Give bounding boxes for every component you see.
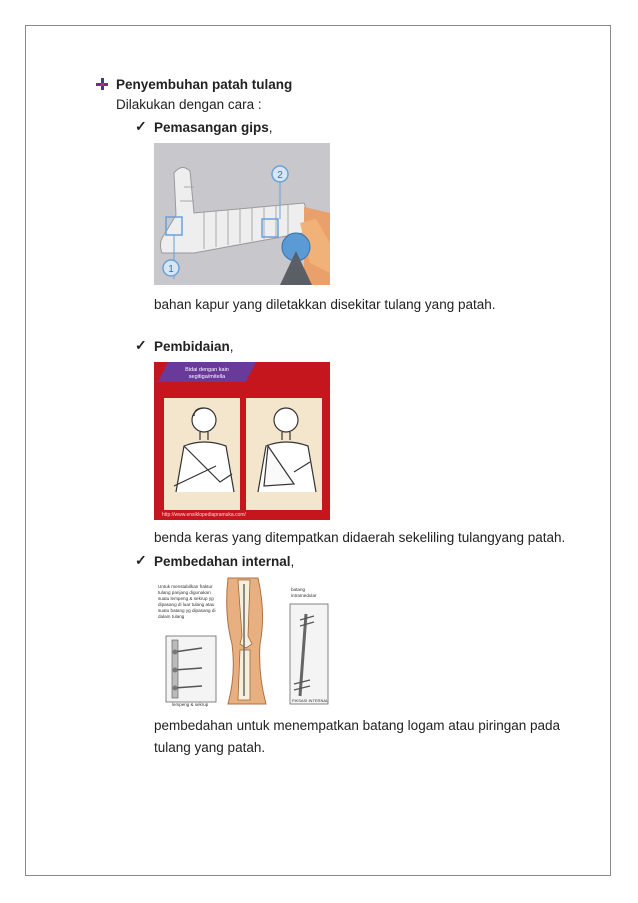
note-line: suatu lempeng & sekrup yg (158, 596, 214, 601)
source-url: http://www.ensiklopediapramuka.com/ (162, 512, 246, 518)
cast-illustration (154, 143, 330, 285)
item-description: benda keras yang ditempatkan didaerah sekeliling tulangyang patah. (154, 530, 566, 545)
callout-label-2: 2 (277, 170, 283, 181)
note-line: tulang panjang digunakan (158, 590, 211, 595)
intro-text: Dilakukan dengan cara : (116, 97, 262, 112)
checkmark-icon: ✓ (135, 552, 147, 568)
item-title-row (154, 553, 294, 570)
item-title: Pembedahan internal (154, 554, 291, 569)
item-description-line: tulang yang patah. (154, 740, 266, 755)
item-suffix: , (290, 554, 295, 569)
note-line: Untuk menstabilkan fraktur (158, 584, 213, 589)
item-title-row (154, 338, 234, 355)
plate-label: lempeng & sekrup (172, 702, 209, 707)
item-description-line: pembedahan untuk menempatkan batang logam atau piringan pada (154, 718, 561, 733)
item-suffix: , (268, 120, 273, 135)
item-suffix: , (229, 339, 234, 354)
banner-line: Bidai dengan kain (185, 367, 229, 373)
fixation-label: FIKSASI INTERNAL (292, 698, 329, 703)
internal-fixation-illustration (154, 574, 330, 708)
item-title: Pembidaian (154, 339, 230, 354)
checkmark-icon: ✓ (135, 337, 147, 353)
section-heading: Penyembuhan patah tulang (116, 77, 293, 92)
checkmark-icon: ✓ (135, 118, 147, 134)
note-line: dipasang di luar tulang atau (158, 602, 215, 607)
callout-label-1: 1 (168, 264, 174, 275)
rod-label: batang (291, 587, 306, 592)
rod-label: intramedular (291, 593, 317, 598)
item-title-row (154, 119, 273, 136)
document-page (25, 25, 611, 876)
arrow-bullet-icon (95, 77, 109, 91)
banner-line: segitiga/mitella (188, 374, 226, 380)
item-title: Pemasangan gips (154, 120, 269, 135)
splint-illustration (154, 362, 330, 520)
note-line: suatu batang yg dipasang di (158, 608, 216, 613)
item-description: bahan kapur yang diletakkan disekitar tulang yang patah. (154, 297, 496, 312)
note-line: dalam tulang (158, 614, 185, 619)
